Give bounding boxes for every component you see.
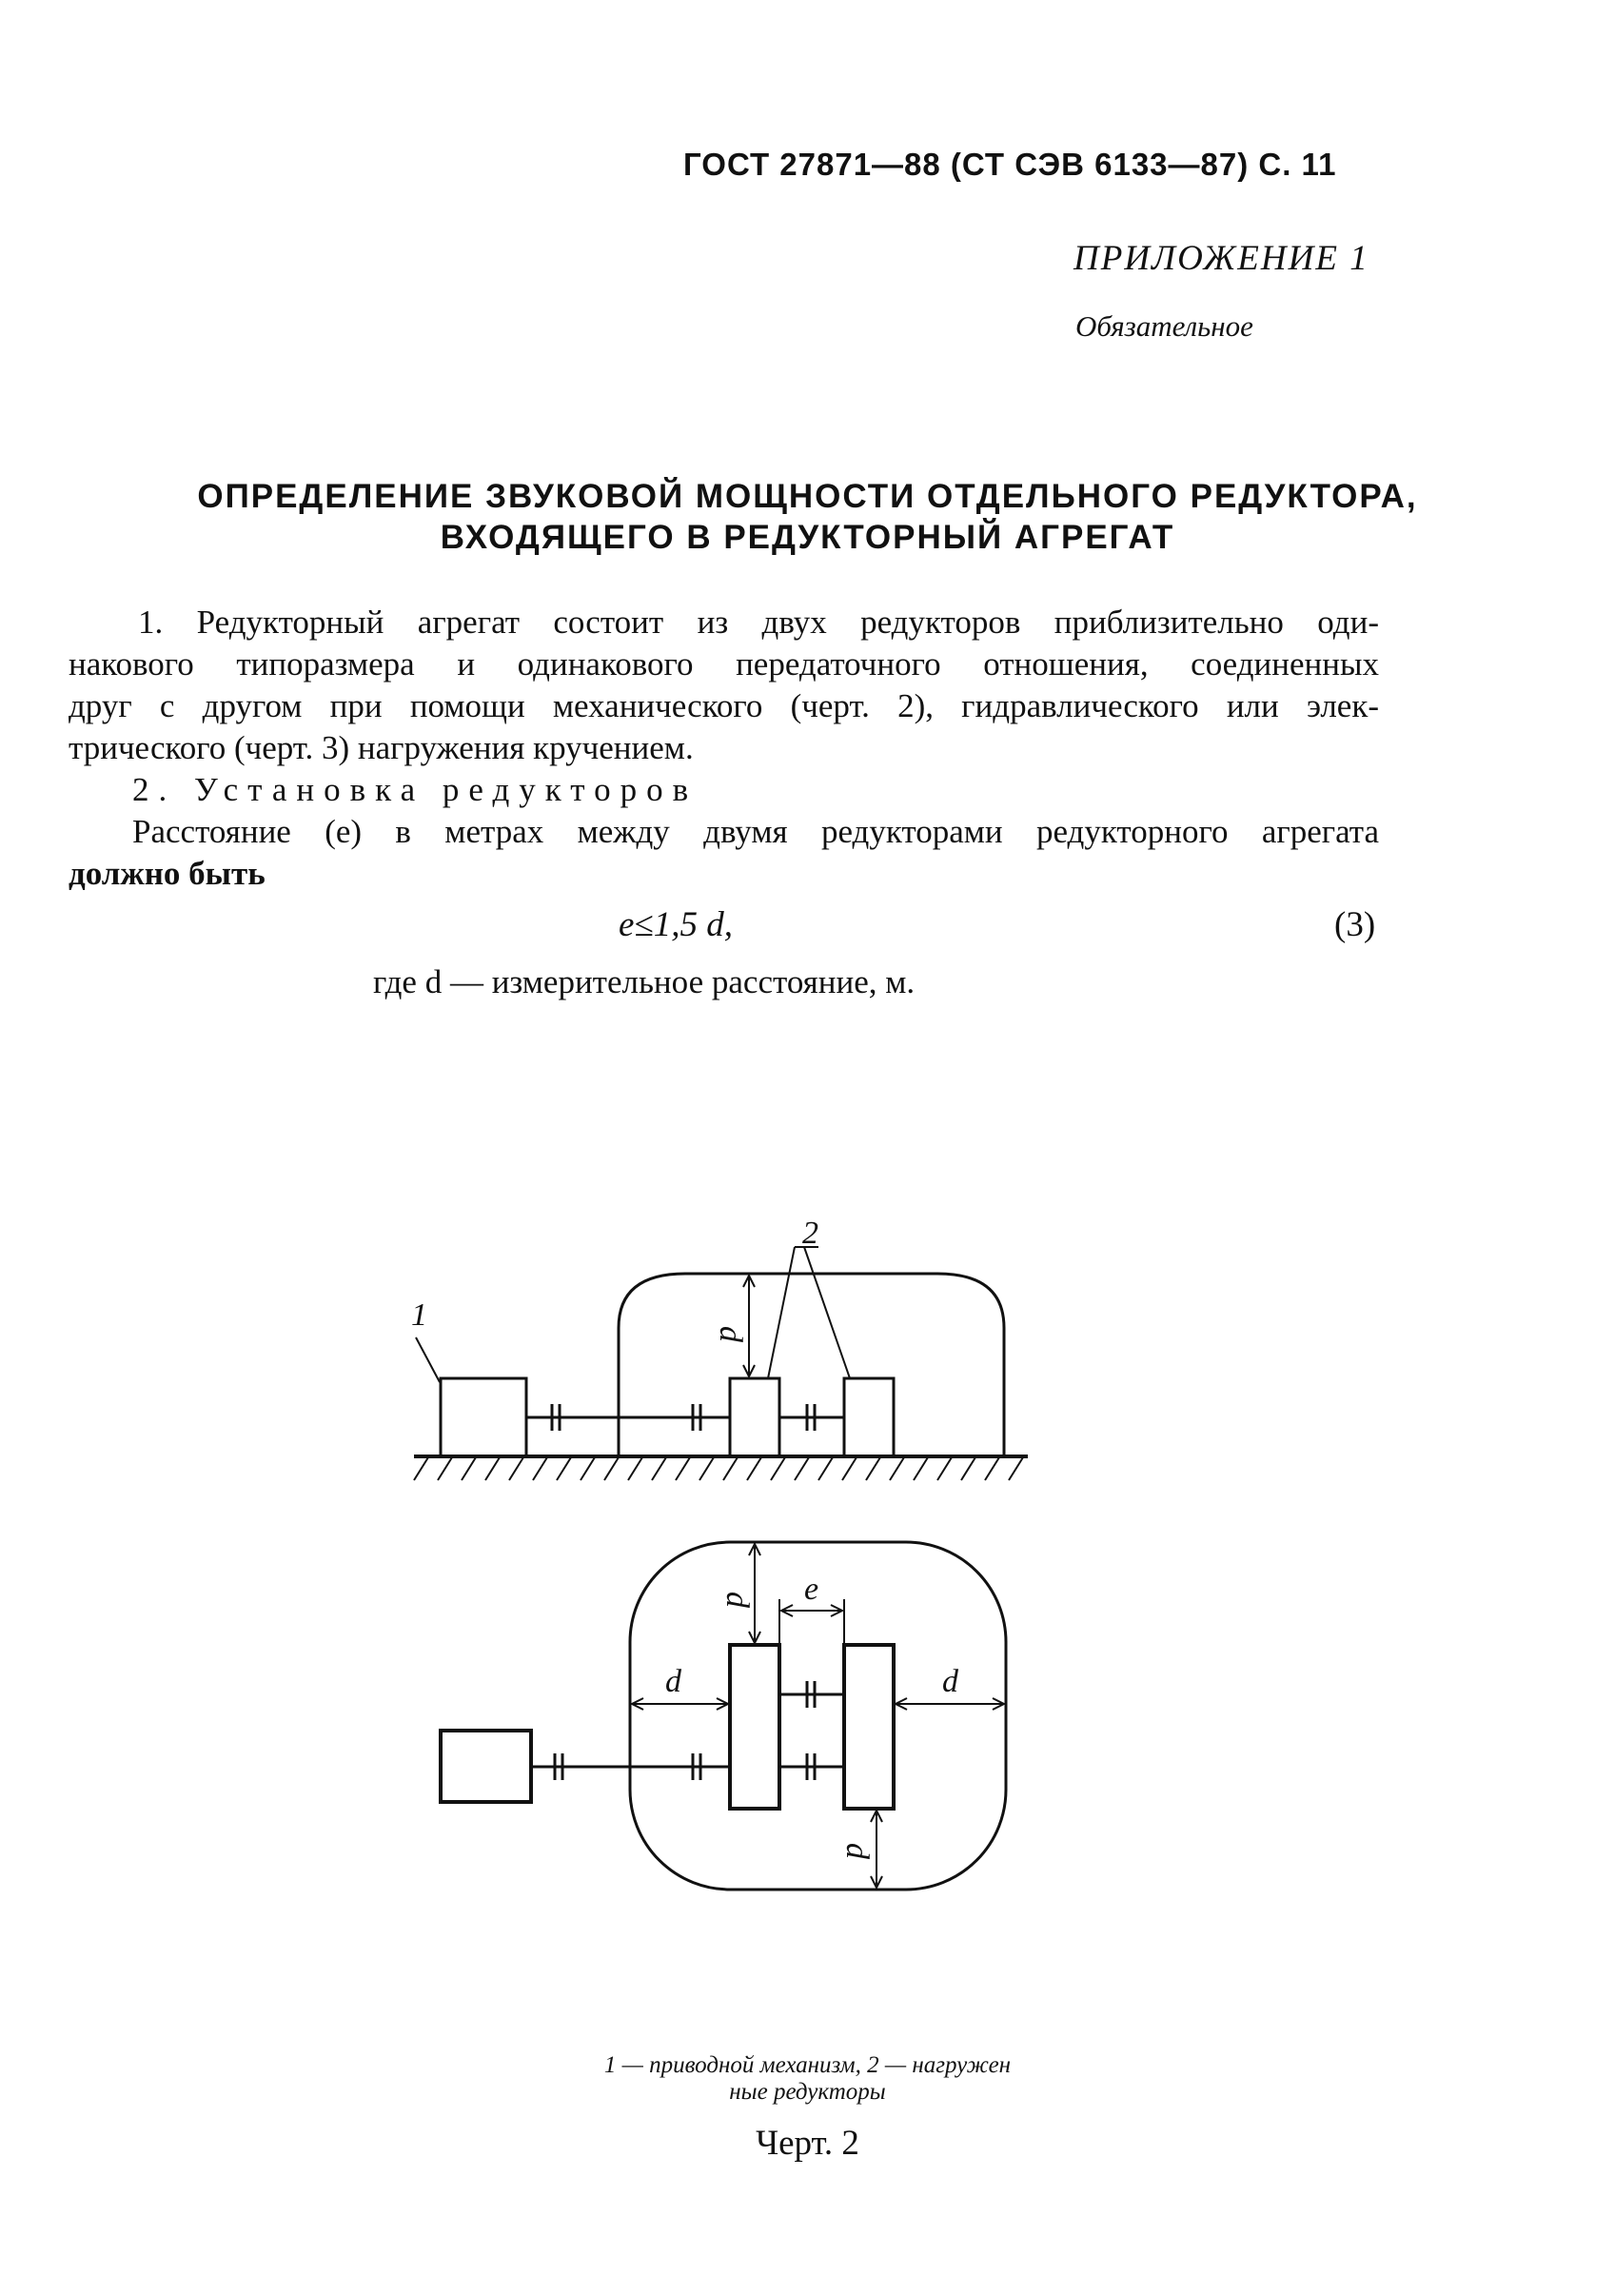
figure-number: Черт. 2 — [756, 2124, 859, 2163]
paragraph-1-line-2: накового типоразмера и одинакового передаточного отношения, соединенных — [69, 645, 1379, 683]
label-d-plan-right: d — [942, 1664, 958, 1699]
label-d-plan-left: d — [665, 1664, 681, 1699]
leader-2 — [768, 1247, 850, 1378]
figure-label-2: 2 — [802, 1216, 818, 1251]
formula-number: (3) — [1334, 905, 1376, 944]
figure-caption-line-1: 1 — приводной механизм, 2 — нагружен — [603, 2052, 1012, 2078]
paragraph-1-line-4: трического (черт. 3) нагружения кручением. — [69, 729, 694, 766]
ground-hatching — [414, 1457, 1023, 1480]
figure-caption-line-2: ные редукторы — [729, 2079, 886, 2105]
appendix-label: ПРИЛОЖЕНИЕ 1 — [1073, 239, 1369, 278]
formula-where: где d — измерительное расстояние, м. — [373, 963, 916, 1000]
title-line-1: ОПРЕДЕЛЕНИЕ ЗВУКОВОЙ МОЩНОСТИ ОТДЕЛЬНОГО РЕДУКТОРА, — [197, 478, 1418, 515]
reducer-b-side — [844, 1378, 894, 1456]
appendix-status: Обязательное — [1075, 309, 1253, 343]
section-2-line-1: Расстояние (e) в метрах между двумя редукторами редукторного агрегата — [132, 813, 1379, 850]
formula-expression: e≤1,5 d, — [619, 905, 733, 944]
reducer-a-plan — [730, 1645, 779, 1809]
section-2-line-2: должно быть — [69, 855, 266, 892]
reducer-a-side — [730, 1378, 779, 1456]
leader-1 — [416, 1337, 440, 1382]
reducer-b-plan — [844, 1645, 894, 1809]
drive-mechanism-plan — [441, 1731, 531, 1802]
paragraph-1-line-3: друг с другом при помощи механического (черт. 2), гидравлического или элек- — [69, 687, 1379, 724]
label-d-plan-bottom: d — [839, 1843, 875, 1859]
paragraph-1-line-1: 1. Редукторный агрегат состоит из двух редукторов приблизительно оди- — [138, 604, 1379, 641]
measurement-surface-side — [619, 1274, 1004, 1456]
label-d-plan-top: d — [719, 1592, 755, 1608]
figure-label-1: 1 — [411, 1297, 427, 1333]
label-d-top: d — [713, 1326, 748, 1342]
label-e: e — [804, 1572, 819, 1607]
drive-mechanism-side — [441, 1378, 526, 1456]
doc-reference: ГОСТ 27871—88 (СТ СЭВ 6133—87) С. 11 — [683, 147, 1337, 182]
title-line-2: ВХОДЯЩЕГО В РЕДУКТОРНЫЙ АГРЕГАТ — [440, 519, 1175, 556]
section-2-heading: 2. Установка редукторов — [132, 771, 699, 808]
figure-diagram — [0, 1180, 1615, 2037]
